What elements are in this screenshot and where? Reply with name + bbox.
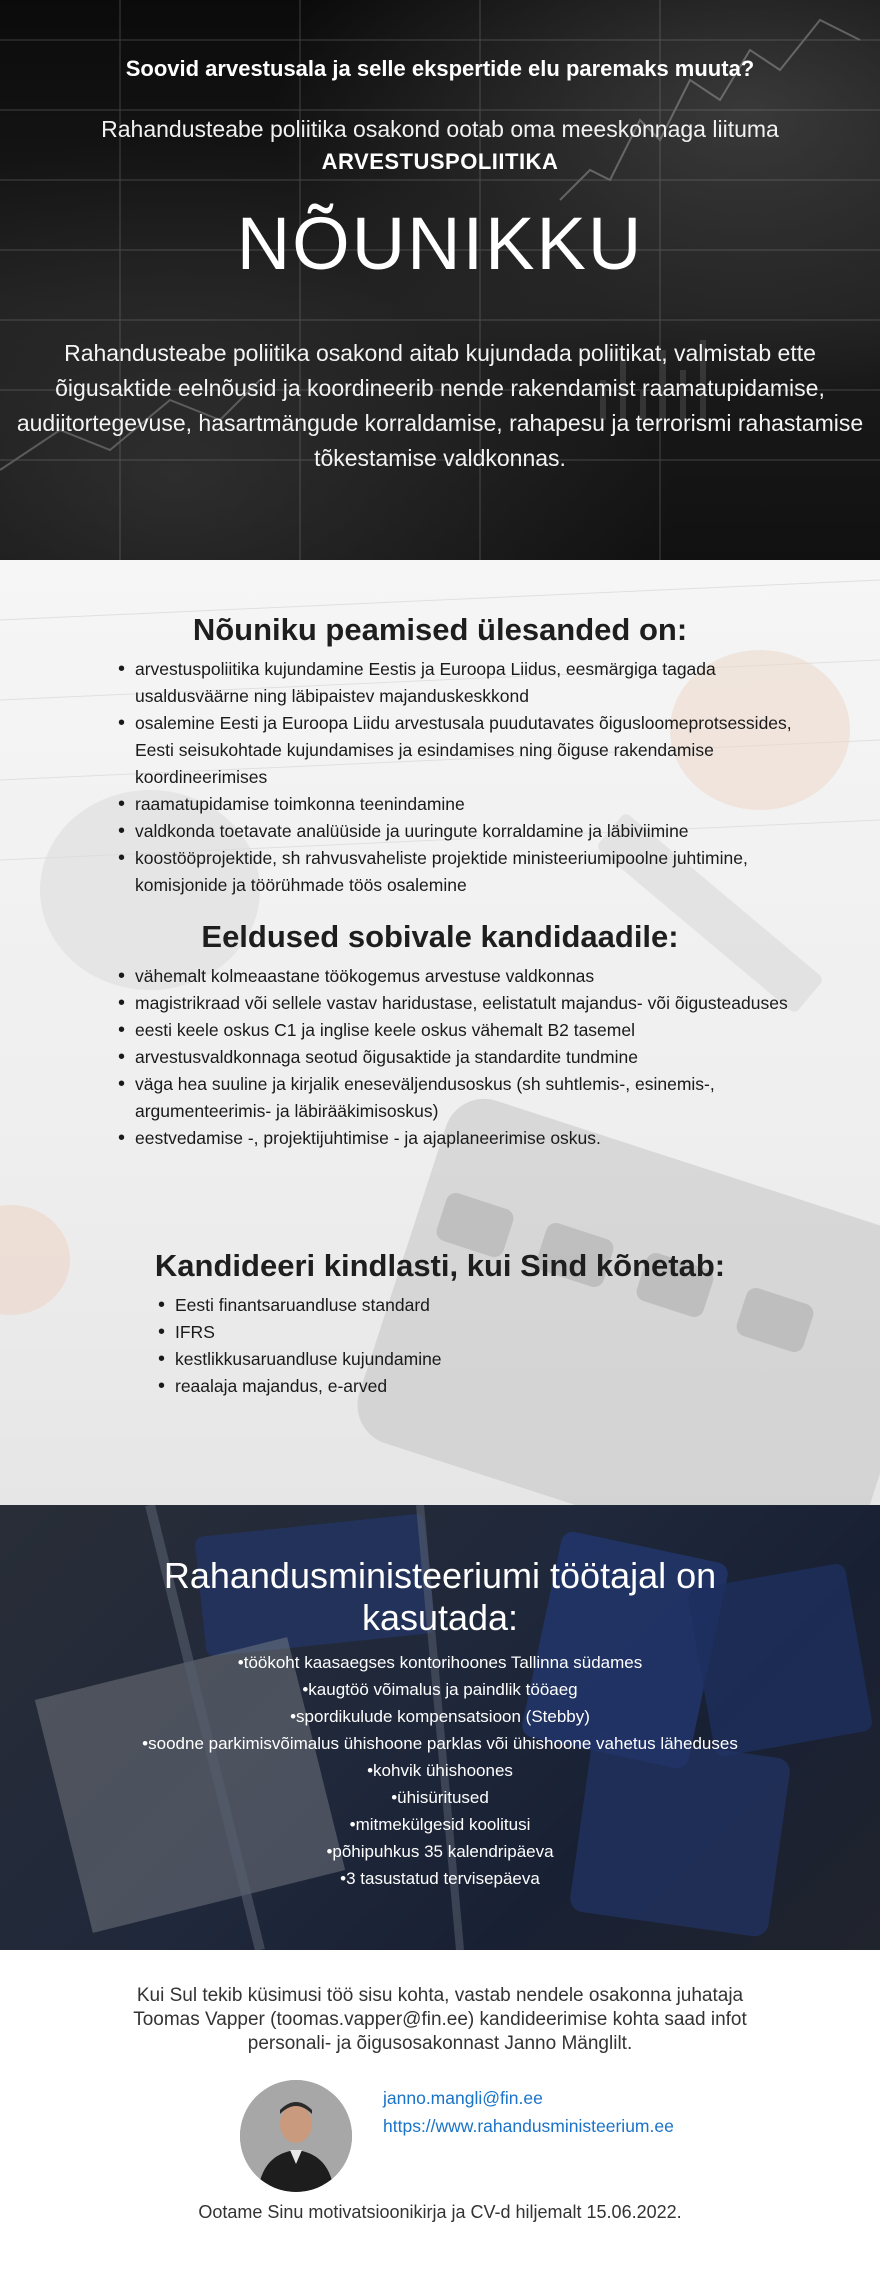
contact-links [383,2084,674,2140]
benefits-section [0,1505,880,1950]
contact-section [0,1950,880,2287]
website-link[interactable]: https://www.rahandusministeerium.ee [383,2116,674,2136]
list-item: • Eesti finantsaruandluse standard [158,1292,678,1319]
contact-row [0,2080,880,2210]
list-item: • magistrikraad või sellele vastav haridustase, eelistatult majandus- või õigusteaduses [118,990,798,1017]
list-item: • kestlikkusaruandluse kujundamine [158,1346,678,1373]
list-item: • töökoht kaasaegses kontorihoones Tallinna südames [0,1649,880,1676]
list-item: • valdkonda toetavate analüüside ja uuringute korraldamine ja läbiviimine [118,818,798,845]
page-title: NÕUNIKKU [236,202,644,285]
candidates-list [158,1292,678,1400]
hero-role: ARVESTUSPOLIITIKA [321,149,559,174]
list-item: • raamatupidamise toimkonna teenindamine [118,791,798,818]
list-item: • kaugtöö võimalus ja paindlik tööaeg [0,1676,880,1703]
list-item: • 3 tasustatud tervisepäeva [0,1865,880,1892]
requirements-content [0,560,880,1400]
benefits-heading: Rahandusministeeriumi töötajal on kasutada: [163,1555,717,1638]
duties-list [118,656,798,899]
requirements-section [0,560,880,1505]
email-link[interactable]: janno.mangli@fin.ee [383,2088,543,2108]
requirements-list [118,963,798,1152]
list-item: • soodne parkimisvõimalus ühishoone parklas või ühishoone vahetus läheduses [0,1730,880,1757]
list-item: • IFRS [158,1319,678,1346]
list-item: • ühisüritused [0,1784,880,1811]
list-item: • väga hea suuline ja kirjalik eneseväljendusoskus (sh suhtlemis-, esinemis-, argumenteerimis- ja läbirääkimisoskus) [118,1071,798,1125]
hero-question: Soovid arvestusala ja selle ekspertide elu paremaks muuta? [125,56,755,81]
list-item: • osalemine Eesti ja Euroopa Liidu arvestusala puudutavates õigusloomeprotsessides, Eesti seisukohtade kujundamises ja esindamises ning õiguse rakendamise koordineerimises [118,710,798,791]
requirements-heading: Eeldused sobivale kandidaadile: [201,919,679,954]
list-item: • arvestusvaldkonnaga seotud õigusaktide ja standardite tundmine [118,1044,798,1071]
person-photo-icon [240,2080,352,2192]
list-item: • vähemalt kolmeaastane töökogemus arvestuse valdkonnas [118,963,798,990]
list-item: • kohvik ühishoones [0,1757,880,1784]
candidates-heading: Kandideeri kindlasti, kui Sind kõnetab: [154,1248,726,1283]
benefits-list [0,1649,880,1892]
list-item: • mitmekülgesid koolitusi [0,1811,880,1838]
list-item: • arvestuspoliitika kujundamine Eestis ja Euroopa Liidus, eesmärgiga tagada usaldusväärne ning läbipaistev majanduskeskkond [118,656,798,710]
list-item: • reaalaja majandus, e-arved [158,1373,678,1400]
duties-heading: Nõuniku peamised ülesanded on: [192,612,688,647]
hero-content [0,0,880,476]
list-item: • eestvedamise -, projektijuhtimise - ja ajaplaneerimise oskus. [118,1125,798,1152]
hero-description: Rahandusteabe poliitika osakond aitab kujundada poliitikat, valmistab ette õigusaktide eelnõusid ja koordineerib nende rakendamist raamatupidamise, audiitortegevuse, hasartmängude korraldamise, rahapesu ja terrorismi rahastamise tõkestamise valdkonnas. [16,340,864,471]
list-item: • eesti keele oskus C1 ja inglise keele oskus vähemalt B2 tasemel [118,1017,798,1044]
list-item: • põhipuhkus 35 kalendripäeva [0,1838,880,1865]
list-item: • spordikulude kompensatsioon (Stebby) [0,1703,880,1730]
list-item: • koostööprojektide, sh rahvusvaheliste projektide ministeeriumipoolne juhtimine, komisjonide ja töörühmade töös osalemine [118,845,798,899]
hero-invite: Rahandusteabe poliitika osakond ootab oma meeskonnaga liituma [101,116,779,142]
contact-text: Kui Sul tekib küsimusi töö sisu kohta, vastab nendele osakonna juhataja Toomas Vapper (toomas.vapper@fin.ee) kandideerimise kohta saad infot personali- ja õigusosakonnast Janno Mänglilt. [133,1985,747,2054]
avatar [240,2080,352,2192]
hero-section [0,0,880,560]
benefits-content [0,1505,880,1892]
deadline-text: Ootame Sinu motivatsioonikirja ja CV-d hiljemalt 15.06.2022. [198,2202,682,2222]
